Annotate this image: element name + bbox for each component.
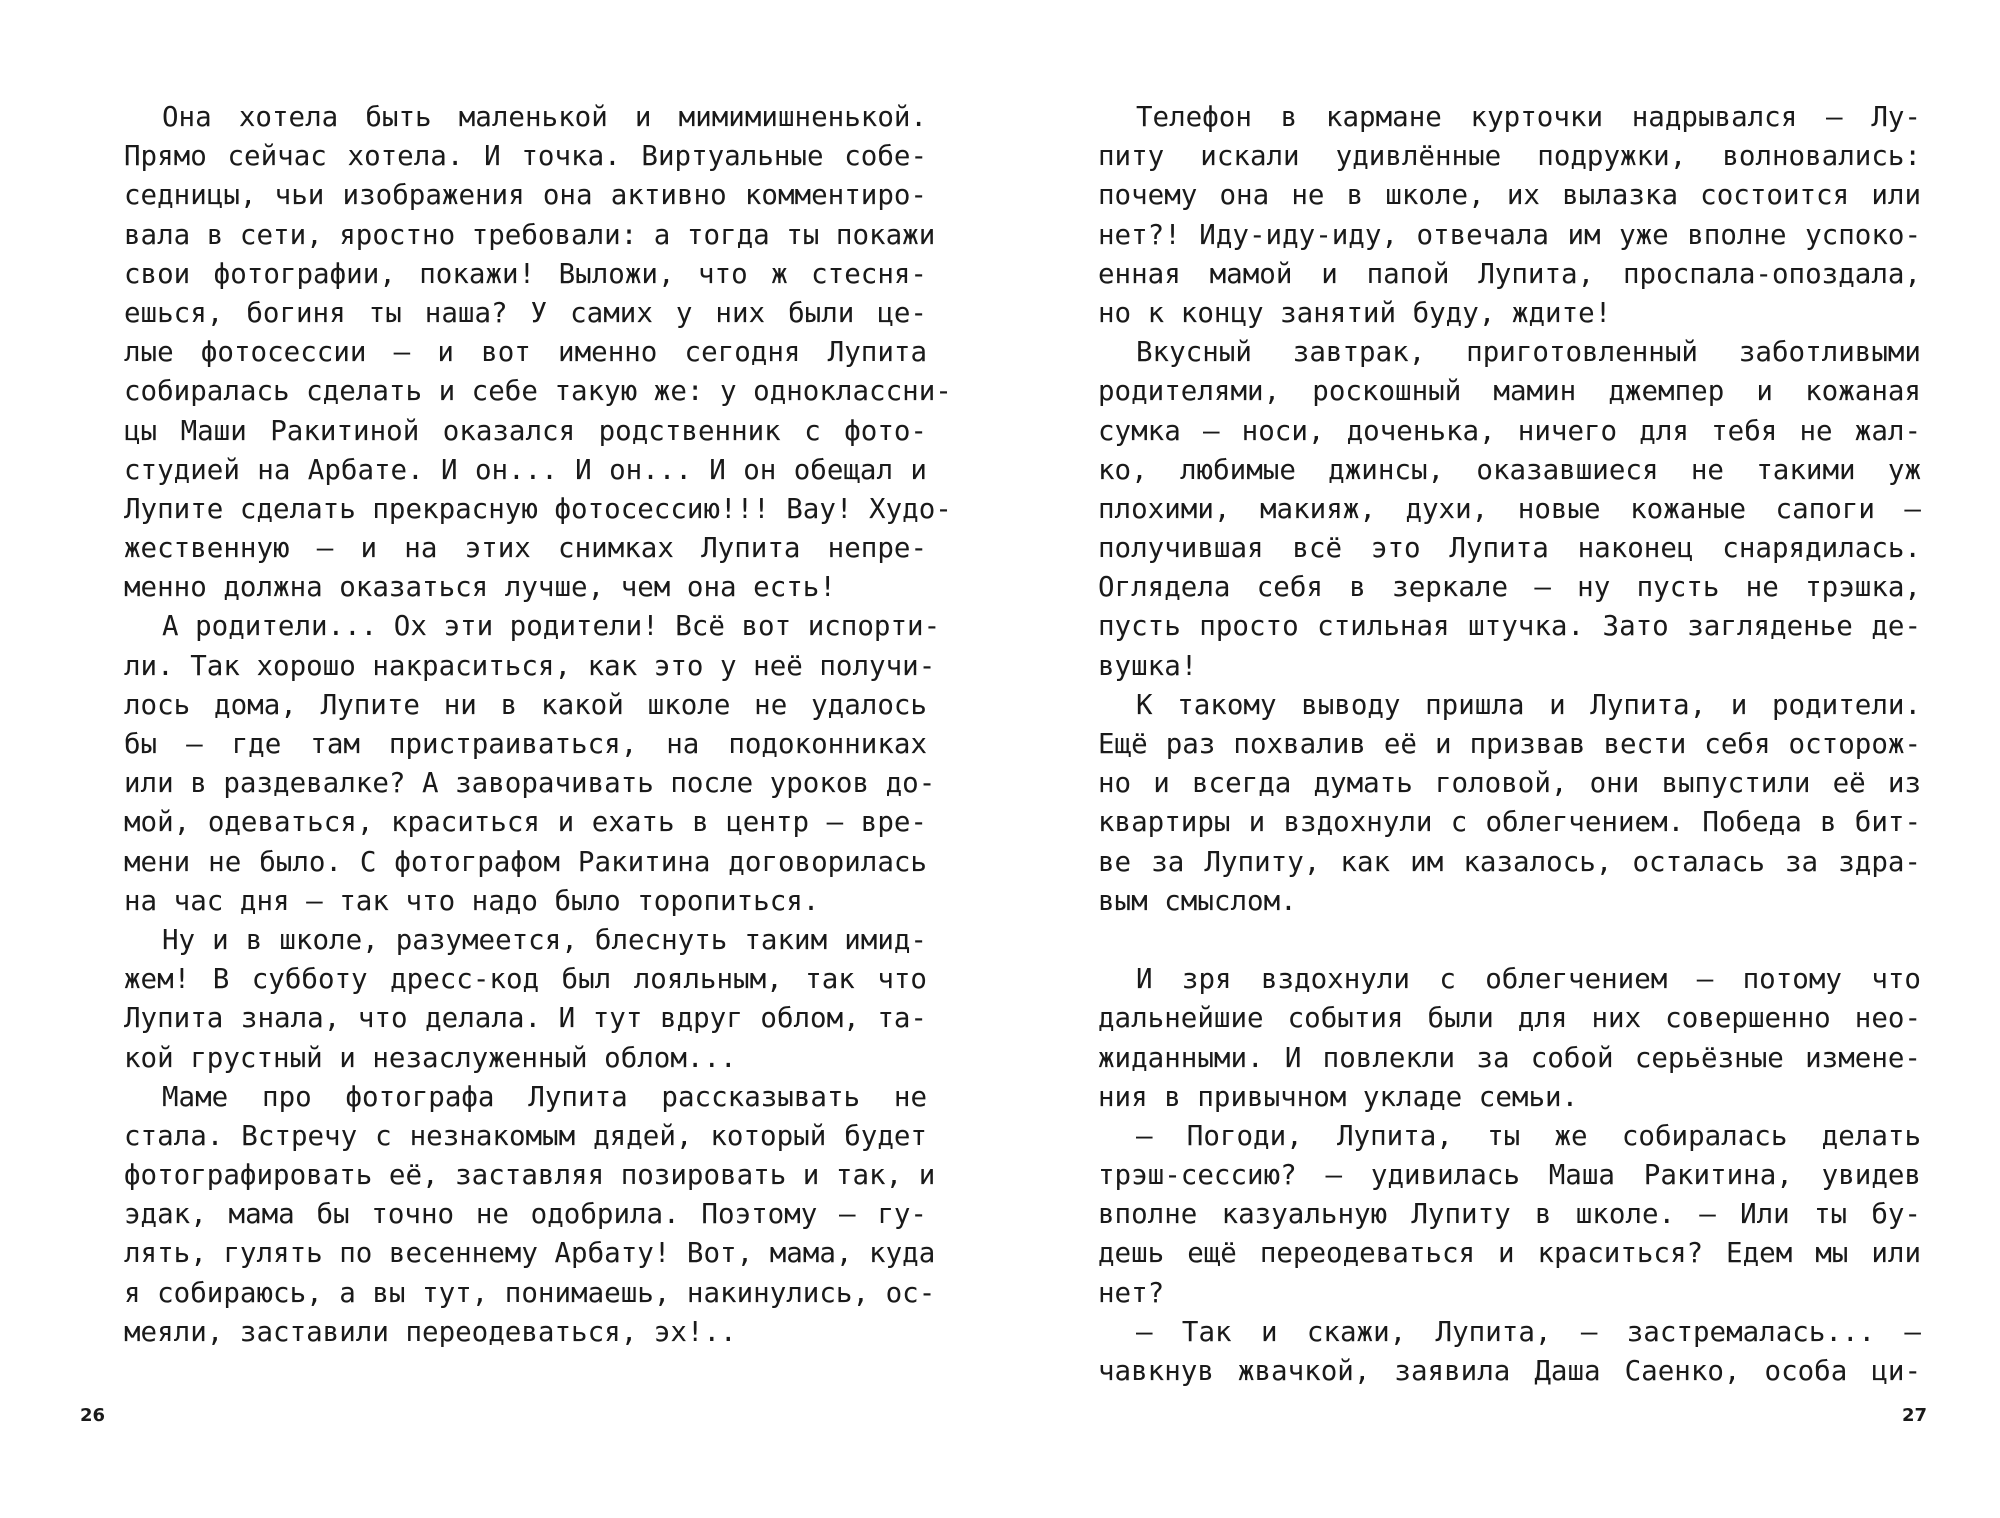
page-number: 26 xyxy=(80,1405,106,1426)
text-line: сумка — носи, доченька, ничего для тебя не жал- xyxy=(1098,414,1921,447)
text-line: — Так и скажи, Лупита, — застремалась... — xyxy=(1136,1315,1921,1348)
text-line: Оглядела себя в зеркале — ну пусть не трэшка, xyxy=(1098,571,1921,604)
text-line: лось дома, Лупите ни в какой школе не удалось xyxy=(124,688,927,721)
text-line: эдак, мама бы точно не одобрила. Поэтому — гу- xyxy=(124,1198,927,1231)
text-line: стала. Встречу с незнакомым дядей, который будет xyxy=(124,1119,927,1152)
page-number: 27 xyxy=(1902,1405,1928,1426)
text-line: почему она не в школе, их вылазка состоится или xyxy=(1098,179,1921,212)
text-line: ешься, богиня ты наша? У самих у них были це- xyxy=(124,296,927,329)
text-line: родителями, роскошный мамин джемпер и кожаная xyxy=(1098,375,1921,408)
text-line: кой грустный и незаслуженный облом... xyxy=(124,1041,737,1074)
left-page-text xyxy=(124,98,952,1352)
text-line: или в раздевалке? А заворачивать после уроков до- xyxy=(124,767,936,800)
text-line: дешь ещё переодеваться и краситься? Едем мы или xyxy=(1098,1237,1921,1270)
text-line: цы Маши Ракитиной оказался родственник с фото- xyxy=(124,414,927,447)
text-line: я собираюсь, а вы тут, понимаешь, накинулись, ос- xyxy=(124,1276,936,1309)
text-line: квартиры и вздохнули с облегчением. Победа в бит- xyxy=(1098,806,1921,839)
text-line: Ещё раз похвалив её и призвав вести себя осторож- xyxy=(1098,728,1921,760)
text-line: жественную — и на этих снимках Лупита непре- xyxy=(124,532,927,565)
text-line: Вкусный завтрак, приготовленный заботливыми xyxy=(1136,336,1921,369)
text-line: жем! В субботу дресс-код был лояльным, так что xyxy=(124,963,927,996)
text-line: фотографировать её, заставляя позировать и так, и xyxy=(124,1159,936,1192)
right-page xyxy=(1000,0,2000,1518)
text-line: вым смыслом. xyxy=(1098,884,1297,917)
text-line: мой, одеваться, краситься и ехать в центр — вре- xyxy=(124,806,927,839)
text-line: но и всегда думать головой, они выпустили её из xyxy=(1098,767,1921,800)
text-line: собиралась сделать и себе такую же: у одноклассни- xyxy=(124,375,952,408)
text-line: нет?! Иду-иду-иду, отвечала им уже вполне успоко- xyxy=(1098,218,1921,251)
text-line: на час дня — так что надо было торопиться. xyxy=(124,884,820,917)
text-line: Лупита знала, что делала. И тут вдруг облом, та- xyxy=(124,1002,927,1035)
text-line: К такому выводу пришла и Лупита, и родители. xyxy=(1136,688,1921,721)
text-line: А родители... Ох эти родители! Всё вот испорти- xyxy=(162,610,941,643)
text-line: Маме про фотографа Лупита рассказывать не xyxy=(162,1080,927,1113)
text-line: вушка! xyxy=(1098,649,1198,682)
text-line: седницы, чьи изображения она активно комментиро- xyxy=(124,179,927,212)
text-line: питу искали удивлённые подружки, волновались: xyxy=(1098,140,1921,173)
text-line: Лупите сделать прекрасную фотосессию!!! Вау! Худо- xyxy=(124,492,952,525)
text-line: мени не было. С фотографом Ракитина договорилась xyxy=(124,845,927,878)
text-line: вала в сети, яростно требовали: а тогда ты покажи xyxy=(124,218,936,251)
text-line: ния в привычном укладе семьи. xyxy=(1098,1080,1579,1113)
text-line: лять, гулять по весеннему Арбату! Вот, мама, куда xyxy=(124,1237,936,1270)
text-line: ве за Лупиту, как им казалось, осталась за здра- xyxy=(1098,845,1921,878)
right-page-text xyxy=(1098,98,1921,1391)
text-line: Ну и в школе, разумеется, блеснуть таким имид- xyxy=(162,923,927,956)
text-line: меяли, заставили переодеваться, эх!.. xyxy=(124,1315,737,1348)
text-line: чавкнув жвачкой, заявила Даша Саенко, особа ци- xyxy=(1098,1355,1921,1387)
text-line: свои фотографии, покажи! Выложи, что ж стесня- xyxy=(124,257,927,290)
text-line: вполне казуальную Лупиту в школе. — Или ты бу- xyxy=(1098,1198,1921,1231)
text-line: Она хотела быть маленькой и мимимишненькой. xyxy=(162,101,927,133)
text-line: получившая всё это Лупита наконец снарядилась. xyxy=(1098,532,1921,565)
text-line: — Погоди, Лупита, ты же собиралась делать xyxy=(1136,1119,1921,1152)
text-line: И зря вздохнули с облегчением — потому что xyxy=(1136,963,1921,996)
section-break xyxy=(1098,921,1921,960)
text-line: бы — где там пристраиваться, на подоконниках xyxy=(124,728,927,760)
text-line: ко, любимые джинсы, оказавшиеся не такими уж xyxy=(1098,453,1921,486)
text-line: дальнейшие события были для них совершенно нео- xyxy=(1098,1002,1921,1035)
text-line: енная мамой и папой Лупита, проспала-опоздала, xyxy=(1098,257,1921,290)
text-line: но к концу занятий буду, ждите! xyxy=(1098,296,1612,329)
text-line: плохими, макияж, духи, новые кожаные сапоги — xyxy=(1098,492,1921,525)
text-line: лые фотосессии — и вот именно сегодня Лупита xyxy=(124,336,927,369)
text-line: ли. Так хорошо накраситься, как это у неё получи- xyxy=(124,649,936,682)
text-line: пусть просто стильная штучка. Зато загляденье де- xyxy=(1098,610,1921,643)
text-line: нет? xyxy=(1098,1276,1165,1309)
text-line: Телефон в кармане курточки надрывался — Лу- xyxy=(1136,101,1921,133)
text-line: студией на Арбате. И он... И он... И он обещал и xyxy=(124,453,927,486)
text-line: жиданными. И повлекли за собой серьёзные измене- xyxy=(1098,1041,1921,1074)
text-line: трэш-сессию? — удивилась Маша Ракитина, увидев xyxy=(1098,1159,1921,1192)
text-line: менно должна оказаться лучше, чем она есть! xyxy=(124,571,836,604)
text-line: Прямо сейчас хотела. И точка. Виртуальные собе- xyxy=(124,140,927,173)
